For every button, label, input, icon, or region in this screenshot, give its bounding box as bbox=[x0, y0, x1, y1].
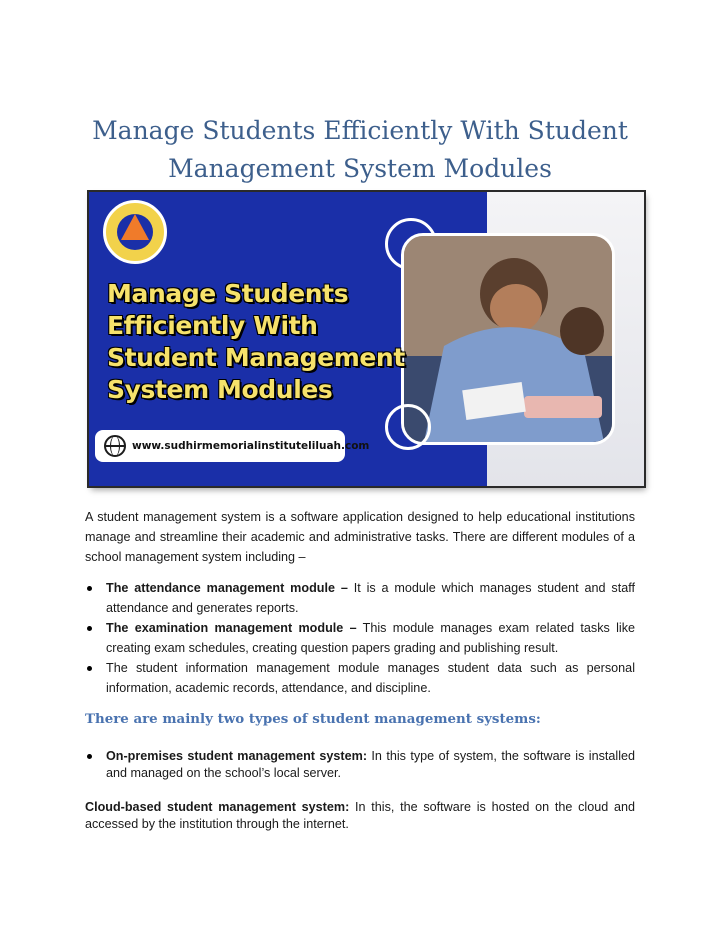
bullet-icon bbox=[87, 586, 92, 591]
list-item bbox=[85, 658, 635, 698]
type-label: On-premises student management system: bbox=[106, 749, 368, 763]
module-text: The student information management module manages student data such as personal information, academic records, attendance, and discipline. bbox=[106, 661, 635, 695]
list-item bbox=[85, 578, 635, 618]
cloud-paragraph bbox=[85, 799, 635, 833]
cloud-text: In this, the software is hosted on the cloud and accessed by the institution through the internet. bbox=[85, 800, 636, 831]
hero-banner bbox=[89, 192, 644, 486]
students-writing-photo bbox=[401, 233, 615, 445]
bullet-icon bbox=[87, 666, 92, 671]
institute-logo bbox=[103, 200, 167, 264]
module-text: This module manages exam related tasks like creating exam schedules, creating question papers grading and publishing result. bbox=[106, 621, 635, 655]
title-line-2: Management System Modules bbox=[168, 154, 552, 183]
website-url-bar bbox=[95, 430, 370, 462]
globe-icon bbox=[104, 435, 126, 457]
website-url: www.sudhirmemorialinstituteliluah.com bbox=[132, 440, 370, 452]
banner-headline-line: Manage Students bbox=[107, 279, 349, 308]
module-label: The attendance management module – bbox=[106, 581, 348, 595]
types-list bbox=[85, 748, 635, 782]
modules-list bbox=[85, 578, 635, 698]
types-heading: There are mainly two types of student management systems: bbox=[85, 711, 541, 727]
banner-headline-line: Student Management bbox=[107, 343, 405, 372]
module-text: It is a module which manages student and staff attendance and generates reports. bbox=[106, 581, 635, 615]
list-item bbox=[85, 748, 635, 782]
students-illustration bbox=[404, 236, 612, 442]
list-item bbox=[85, 618, 635, 658]
banner-headline-line: System Modules bbox=[107, 375, 333, 404]
page-title bbox=[80, 112, 640, 188]
bullet-icon bbox=[87, 626, 92, 631]
banner-headline-line: Efficiently With bbox=[107, 311, 318, 340]
cloud-label: Cloud-based student management system: bbox=[85, 800, 350, 814]
logo-flame bbox=[121, 214, 149, 240]
bullet-icon bbox=[87, 754, 92, 759]
banner-headline bbox=[107, 278, 407, 406]
module-label: The examination management module – bbox=[106, 621, 357, 635]
decorative-ring-bottom bbox=[385, 404, 431, 450]
title-line-1: Manage Students Efficiently With Student bbox=[92, 116, 628, 145]
intro-paragraph: A student management system is a software application designed to help educational institutions manage and streamline their academic and administrative tasks. There are different modules of a school management system including – bbox=[85, 510, 635, 564]
type-text: In this type of system, the software is installed and managed on the school’s local server. bbox=[106, 749, 635, 780]
